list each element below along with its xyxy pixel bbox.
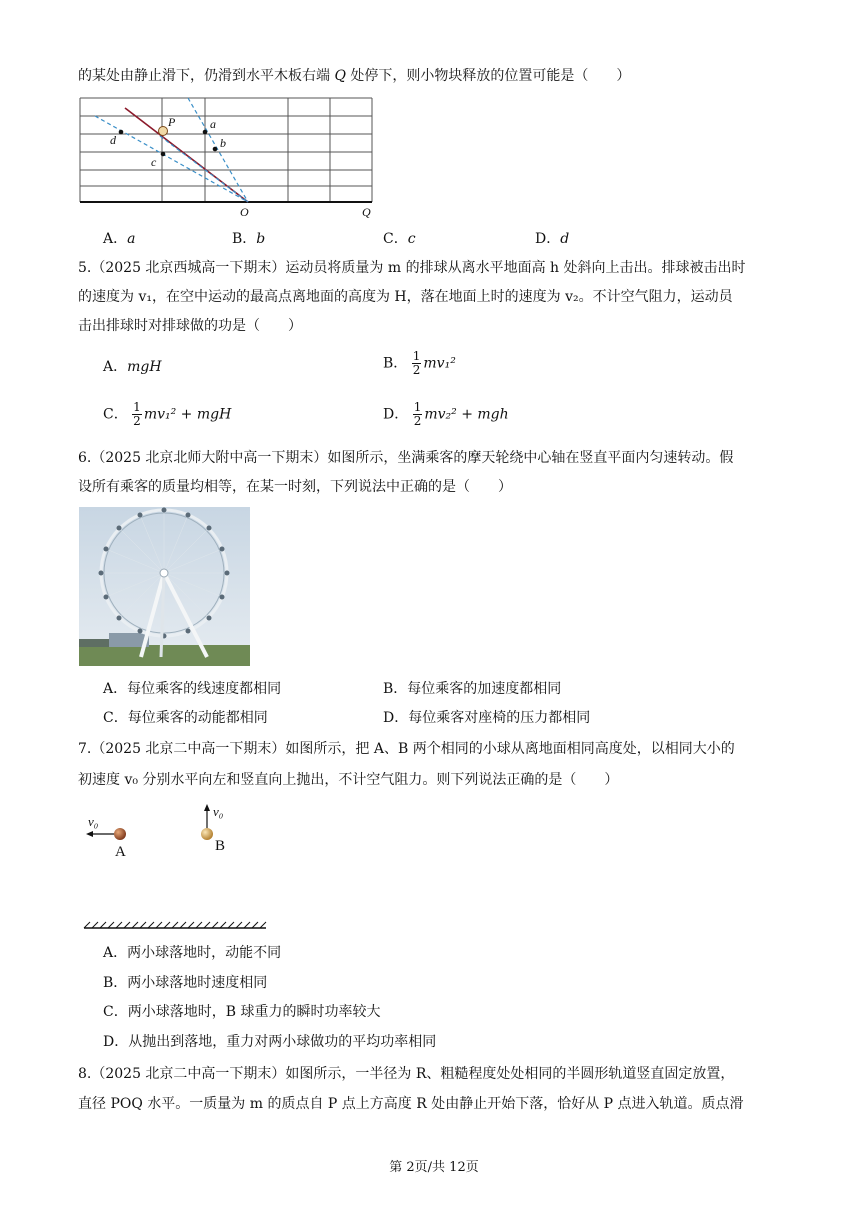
q6-stem-line1: 6.（2025 北京北师大附中高一下期末）如图所示，坐满乘客的摩天轮绕中心轴在竖直平面内匀速转动。假 [78, 450, 734, 466]
label-B: B [215, 838, 226, 854]
ferris-wheel-photo [79, 507, 250, 666]
q6-option-c[interactable]: C．每位乘客的动能都相同 [103, 710, 268, 726]
q4-option-c[interactable]: C．c [383, 231, 416, 247]
q6-stem-line2: 设所有乘客的质量均相等，在某一时刻，下列说法中正确的是（ ） [78, 479, 512, 495]
q5-option-a[interactable]: A．mgH [103, 359, 162, 375]
q8-stem-line1: 8.（2025 北京二中高一下期末）如图所示，一半径为 R、粗糙程度处处相同的半圆形轨道竖直固定放置， [78, 1066, 735, 1082]
q7-option-c[interactable]: C．两小球落地时，B 球重力的瞬时功率较大 [103, 1004, 381, 1020]
q7-stem-line2: 初速度 v₀ 分别水平向左和竖直向上抛出，不计空气阻力。则下列说法正确的是（ ） [78, 772, 619, 788]
q4-figure [70, 92, 380, 222]
label-v0-a: v₀ [88, 814, 99, 829]
q6-option-d[interactable]: D．每位乘客对座椅的压力都相同 [383, 710, 591, 726]
q8-stem-line2: 直径 POQ 水平。一质量为 m 的质点自 P 点上方高度 R 处由静止开始下落，恰好从 P 点进入轨道。质点滑 [78, 1096, 744, 1112]
label-c: c [151, 155, 157, 169]
page-footer: 第 2页/共 12页 [389, 1160, 479, 1175]
q5-option-d[interactable]: D． $\frac{1}{2}$ mv₂² + mgh [383, 400, 509, 428]
q5-stem-line3: 击出排球时对排球做的功是（ ） [78, 318, 302, 334]
q7-figure [78, 798, 278, 938]
q6-option-a[interactable]: A．每位乘客的线速度都相同 [103, 681, 282, 697]
q6-option-b[interactable]: B．每位乘客的加速度都相同 [383, 681, 562, 697]
q7-option-b[interactable]: B．两小球落地时速度相同 [103, 975, 268, 991]
q4-stem: 的某处由静止滑下，仍滑到水平木板右端 Q 处停下，则小物块释放的位置可能是（ ） [78, 68, 631, 84]
label-P: P [168, 115, 176, 129]
label-b: b [220, 136, 226, 150]
label-a: a [210, 117, 216, 131]
q4-option-a[interactable]: A．a [103, 231, 136, 247]
q5-stem-line2: 的速度为 v₁，在空中运动的最高点离地面的高度为 H，落在地面上时的速度为 v₂。不计空气阻力，运动员 [78, 289, 733, 305]
label-v0-b: v₀ [213, 804, 224, 819]
q5-stem-line1: 5.（2025 北京西城高一下期末）运动员将质量为 m 的排球从离水平地面高 h 处斜向上击出。排球被击出时 [78, 260, 746, 276]
q7-option-a[interactable]: A．两小球落地时，动能不同 [103, 945, 282, 961]
label-O: O [240, 205, 249, 219]
q5-option-b[interactable]: B． $\frac{1}{2}$ mv₁² [383, 349, 456, 377]
q7-option-d[interactable]: D．从抛出到落地，重力对两小球做功的平均功率相同 [103, 1034, 437, 1050]
q5-option-c[interactable]: C． $\frac{1}{2}$ mv₁² + mgH [103, 400, 232, 428]
q4-option-b[interactable]: B．b [232, 231, 266, 247]
q4-option-d[interactable]: D．d [535, 231, 570, 247]
label-A: A [115, 844, 126, 860]
label-d: d [110, 133, 116, 147]
label-Q: Q [362, 205, 371, 219]
q7-stem-line1: 7.（2025 北京二中高一下期末）如图所示，把 A、B 两个相同的小球从离地面相同高度处，以相同大小的 [78, 741, 735, 757]
